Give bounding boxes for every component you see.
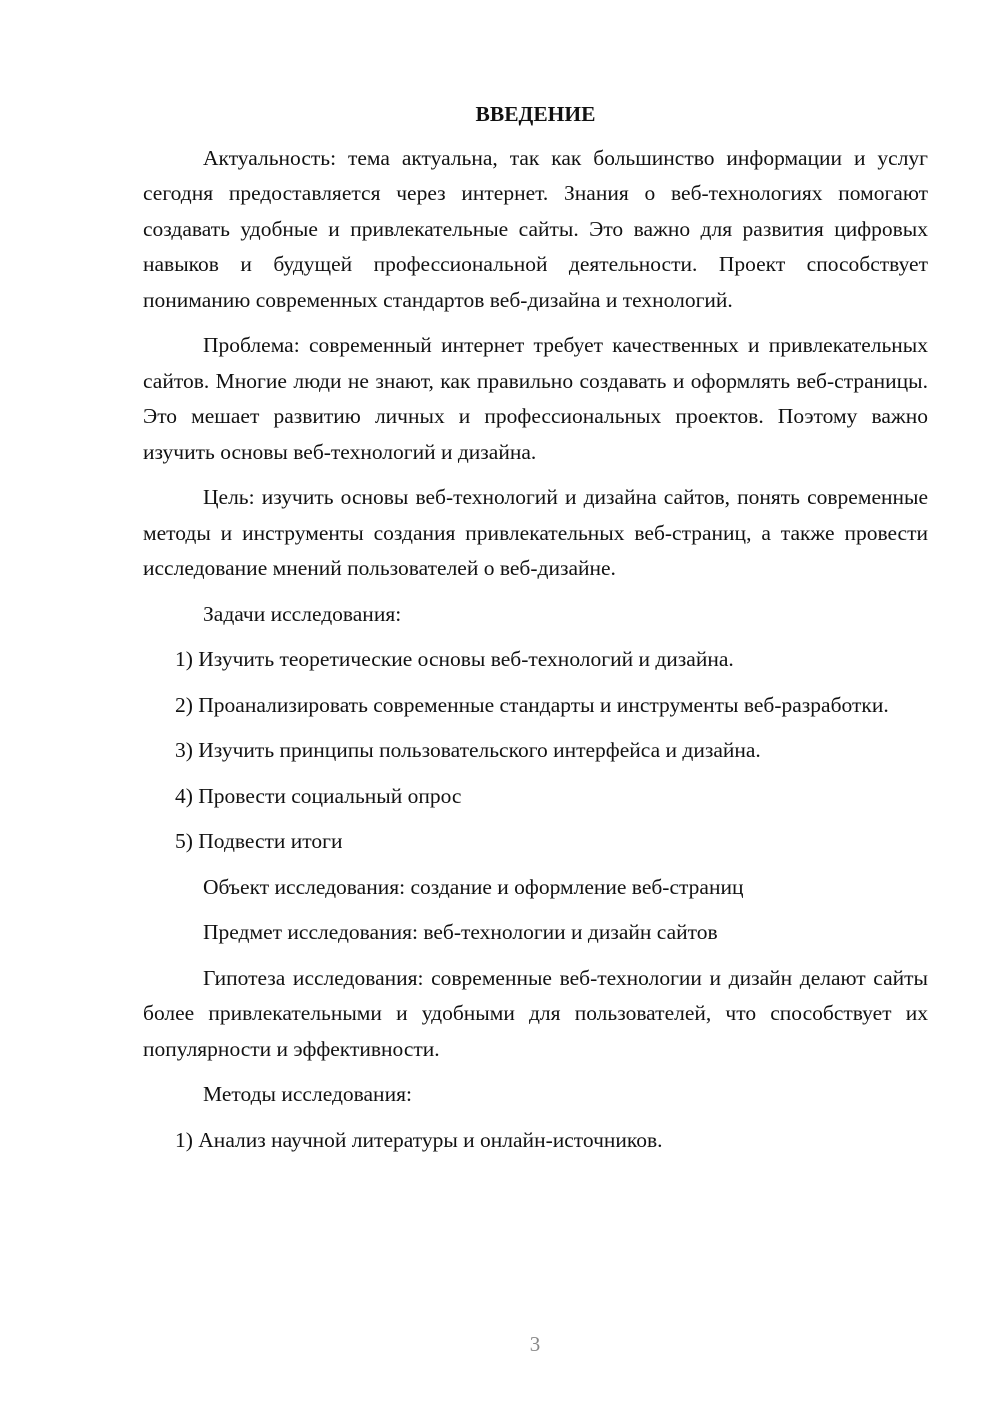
document-page [143,97,928,1168]
method-item: 1) Анализ научной литературы и онлайн-источников. [175,1127,663,1152]
object-line: Объект исследования: создание и оформление веб-страниц [203,874,744,899]
methods-heading: Методы исследования: [203,1082,412,1106]
relevance-paragraph: Актуальность: тема актуальна, так как большинство информации и услуг сегодня предоставляется через интернет. Знания о веб-технологиях помогают создавать удобные и привлекательные сайты. Это важно для развития цифровых навыков и будущей профессиональной деятельности. Проект способствует пониманию современных стандартов веб-дизайна и технологий. [143,145,928,312]
task-item: 3) Изучить принципы пользовательского интерфейса и дизайна. [175,738,761,762]
page-title: ВВЕДЕНИЕ [475,102,596,126]
task-item: 1) Изучить теоретические основы веб-технологий и дизайна. [175,647,734,671]
goal-paragraph: Цель: изучить основы веб-технологий и дизайна сайтов, понять современные методы и инструменты создания привлекательных веб-страниц, а также провести исследование мнений пользователей о веб-дизайне. [143,485,928,580]
tasks-heading: Задачи исследования: [203,601,402,626]
hypothesis-paragraph: Гипотеза исследования: современные веб-технологии и дизайн делают сайты более привлекательными и удобными для пользователей, что способствует их популярности и эффективности. [143,965,928,1061]
task-item: 5) Подвести итоги [175,829,343,853]
subject-line: Предмет исследования: веб-технологии и дизайн сайтов [203,920,718,944]
page-number: 3 [529,1332,541,1356]
task-item: 4) Провести социальный опрос [175,783,462,808]
problem-paragraph: Проблема: современный интернет требует качественных и привлекательных сайтов. Многие люди не знают, как правильно создавать и оформлять веб-страницы. Это мешает развитию личных и профессиональных проектов. Поэтому важно изучить основы веб-технологий и дизайна. [143,333,928,464]
task-item: 2) Проанализировать современные стандарты и инструменты веб-разработки. [175,692,889,717]
